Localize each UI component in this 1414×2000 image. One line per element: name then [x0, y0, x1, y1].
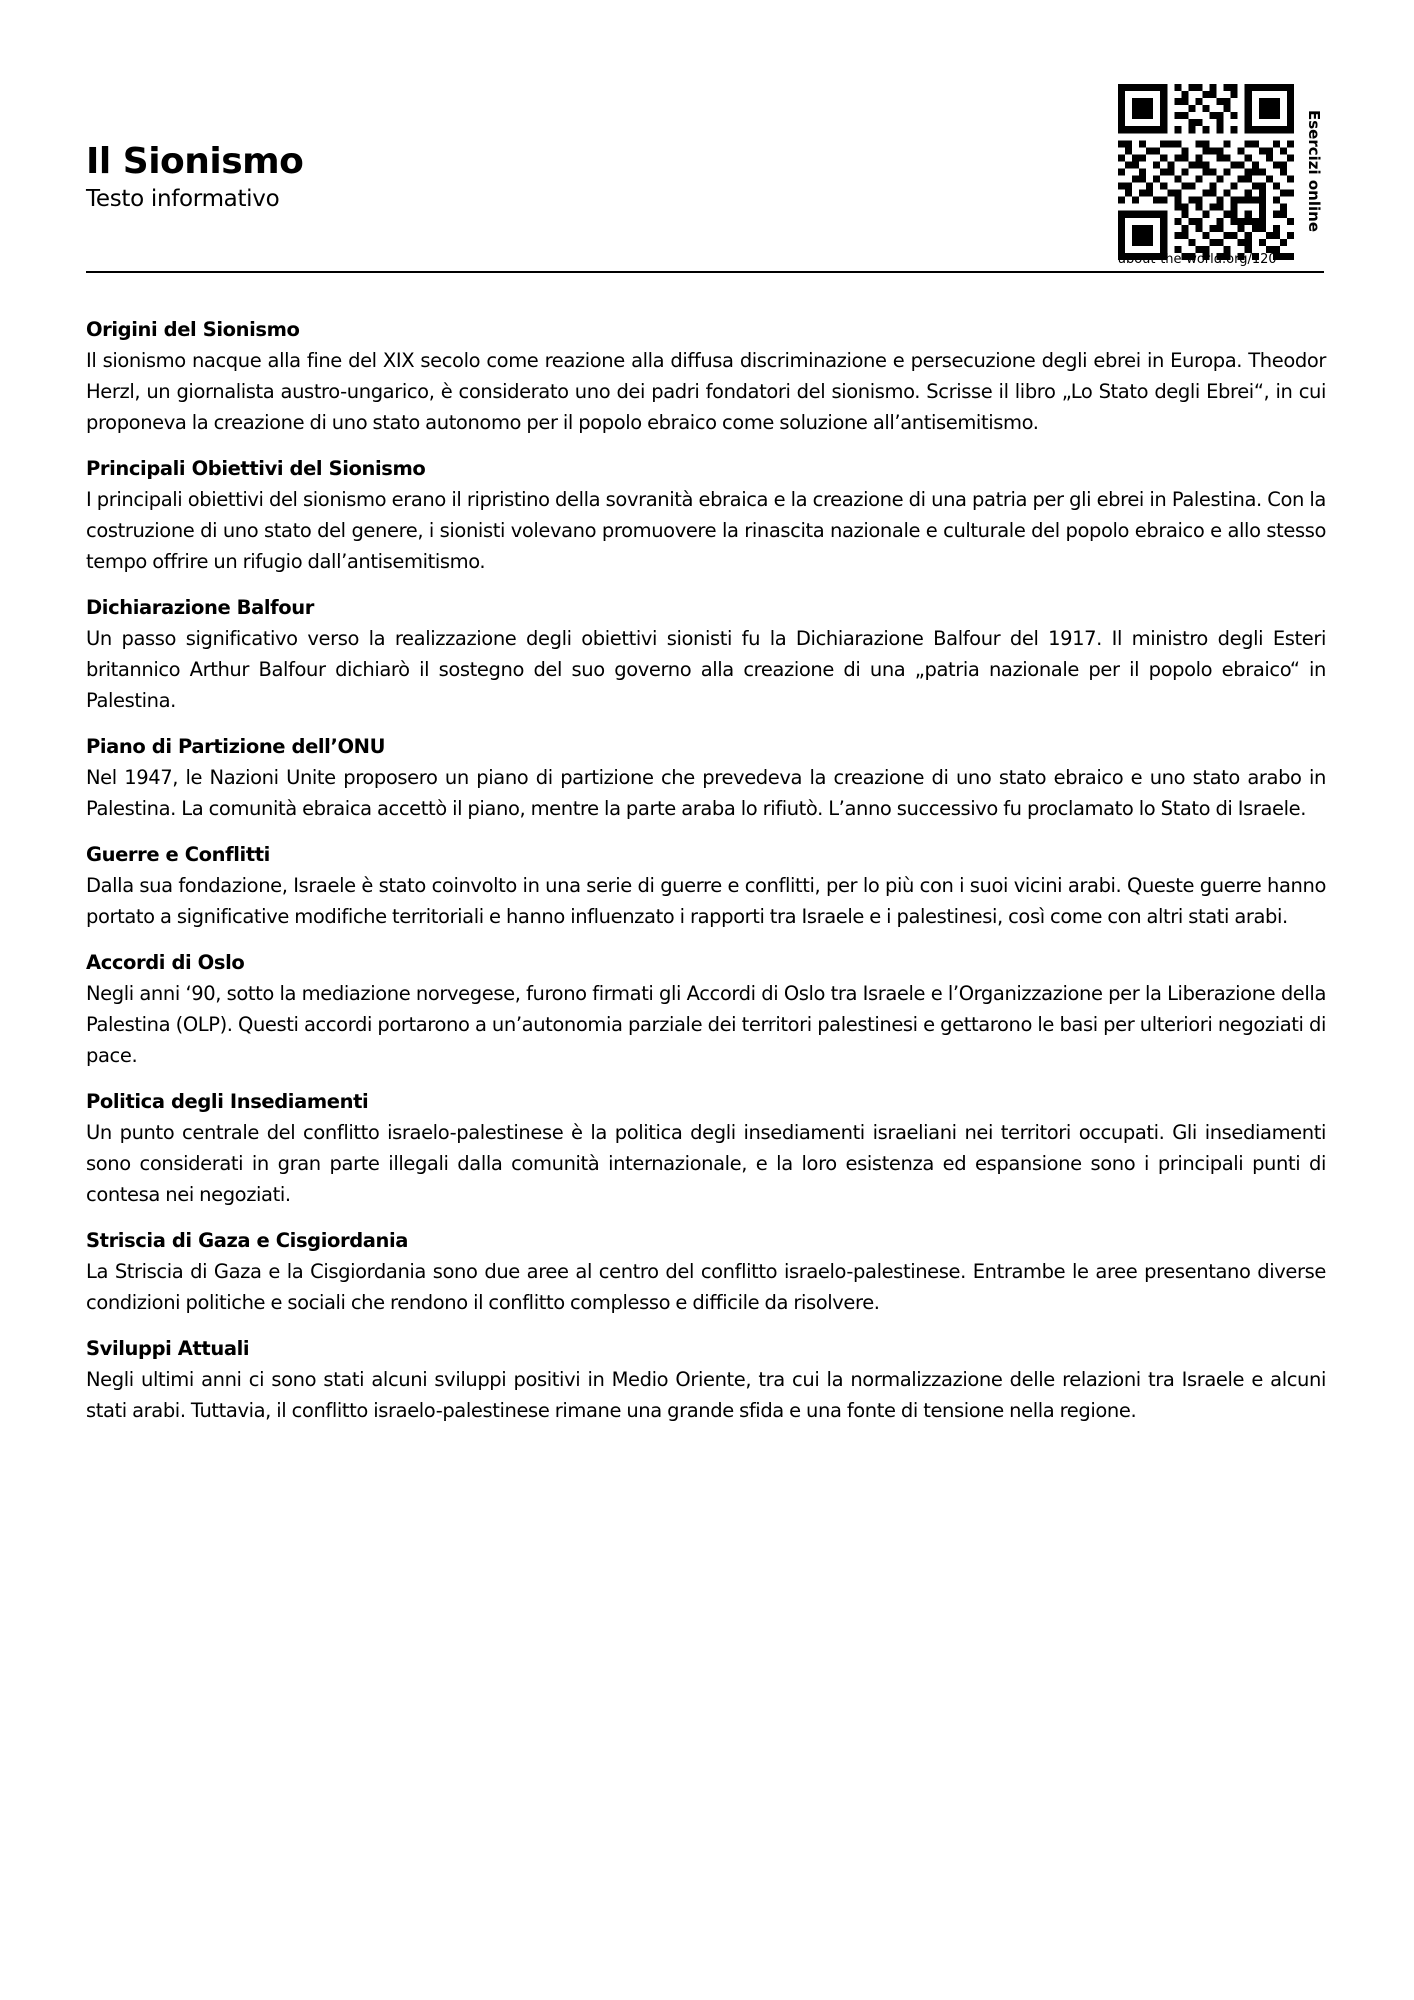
section-heading: Politica degli Insediamenti	[86, 1090, 369, 1113]
section-heading: Dichiarazione Balfour	[86, 596, 314, 619]
page-title: Il Sionismo	[86, 141, 304, 182]
section-partizione	[86, 731, 1326, 824]
section-paragraph: Un punto centrale del conflitto israelo-palestinese è la politica degli insediamenti israeliani nei territori occupati. Gli insediamenti sono considerati in gran parte illegali dalla comunità internazionale, e la loro esistenza ed espansione sono i principali punti di contesa nei negoziati.	[86, 1121, 1326, 1206]
section-paragraph: Dalla sua fondazione, Israele è stato coinvolto in una serie di guerre e conflitti, per lo più con i suoi vicini arabi. Queste guerre hanno portato a significative modifiche territoriali e hanno influenzato i rapporti tra Israele e i palestinesi, così come con altri stati arabi.	[86, 874, 1326, 928]
section-paragraph: Negli anni ‘90, sotto la mediazione norvegese, furono firmati gli Accordi di Oslo tra Israele e l’Organizzazione per la Liberazione della Palestina (OLP). Questi accordi portarono a un’autonomia parziale dei territori palestinesi e gettarono le basi per ulteriori negoziati di pace.	[86, 982, 1326, 1067]
section-paragraph: La Striscia di Gaza e la Cisgiordania sono due aree al centro del conflitto israelo-palestinese. Entrambe le aree presentano diverse condizioni politiche e sociali che rendono il conflitto complesso e difficile da risolvere.	[86, 1260, 1326, 1314]
section-oslo	[86, 947, 1326, 1071]
online-exercises-label: Esercizi online	[1305, 110, 1323, 232]
header-divider	[86, 271, 1324, 273]
section-heading: Guerre e Conflitti	[86, 843, 270, 866]
section-heading: Accordi di Oslo	[86, 951, 245, 974]
section-obiettivi	[86, 453, 1326, 577]
section-heading: Striscia di Gaza e Cisgiordania	[86, 1229, 409, 1252]
qr-url-link[interactable]: about-the-world.org/120	[1118, 252, 1277, 267]
section-heading: Origini del Sionismo	[86, 318, 300, 341]
section-paragraph: Negli ultimi anni ci sono stati alcuni sviluppi positivi in Medio Oriente, tra cui la normalizzazione delle relazioni tra Israele e alcuni stati arabi. Tuttavia, il conflitto israelo-palestinese rimane una grande sfida e una fonte di tensione nella regione.	[86, 1368, 1326, 1422]
section-balfour	[86, 592, 1326, 716]
section-paragraph: I principali obiettivi del sionismo erano il ripristino della sovranità ebraica e la creazione di una patria per gli ebrei in Palestina. Con la costruzione di uno stato del genere, i sionisti volevano promuovere la rinascita nazionale e culturale del popolo ebraico e allo stesso tempo offrire un rifugio dall’antisemitismo.	[86, 488, 1326, 573]
qr-code-icon	[1118, 84, 1294, 260]
section-paragraph: Un passo significativo verso la realizzazione degli obiettivi sionisti fu la Dichiarazione Balfour del 1917. Il ministro degli Esteri britannico Arthur Balfour dichiarò il sostegno del suo governo alla creazione di una „patria nazionale per il popolo ebraico“ in Palestina.	[86, 627, 1326, 712]
section-heading: Sviluppi Attuali	[86, 1337, 250, 1360]
section-insediamenti	[86, 1086, 1326, 1210]
page-subtitle: Testo informativo	[86, 186, 280, 212]
article-body	[86, 314, 1326, 1441]
section-sviluppi	[86, 1333, 1326, 1426]
section-guerre	[86, 839, 1326, 932]
section-paragraph: Nel 1947, le Nazioni Unite proposero un piano di partizione che prevedeva la creazione di uno stato ebraico e uno stato arabo in Palestina. La comunità ebraica accettò il piano, mentre la parte araba lo rifiutò. L’anno successivo fu proclamato lo Stato di Israele.	[86, 766, 1326, 820]
section-heading: Principali Obiettivi del Sionismo	[86, 457, 426, 480]
document-header	[86, 140, 1086, 214]
section-origini	[86, 314, 1326, 438]
section-heading: Piano di Partizione dell’ONU	[86, 735, 386, 758]
section-paragraph: Il sionismo nacque alla fine del XIX secolo come reazione alla diffusa discriminazione e persecuzione degli ebrei in Europa. Theodor Herzl, un giornalista austro-ungarico, è considerato uno dei padri fondatori del sionismo. Scrisse il libro „Lo Stato degli Ebrei“, in cui proponeva la creazione di uno stato autonomo per il popolo ebraico come soluzione all’antisemitismo.	[86, 349, 1326, 434]
qr-code-link[interactable]	[1118, 84, 1294, 260]
section-gaza	[86, 1225, 1326, 1318]
